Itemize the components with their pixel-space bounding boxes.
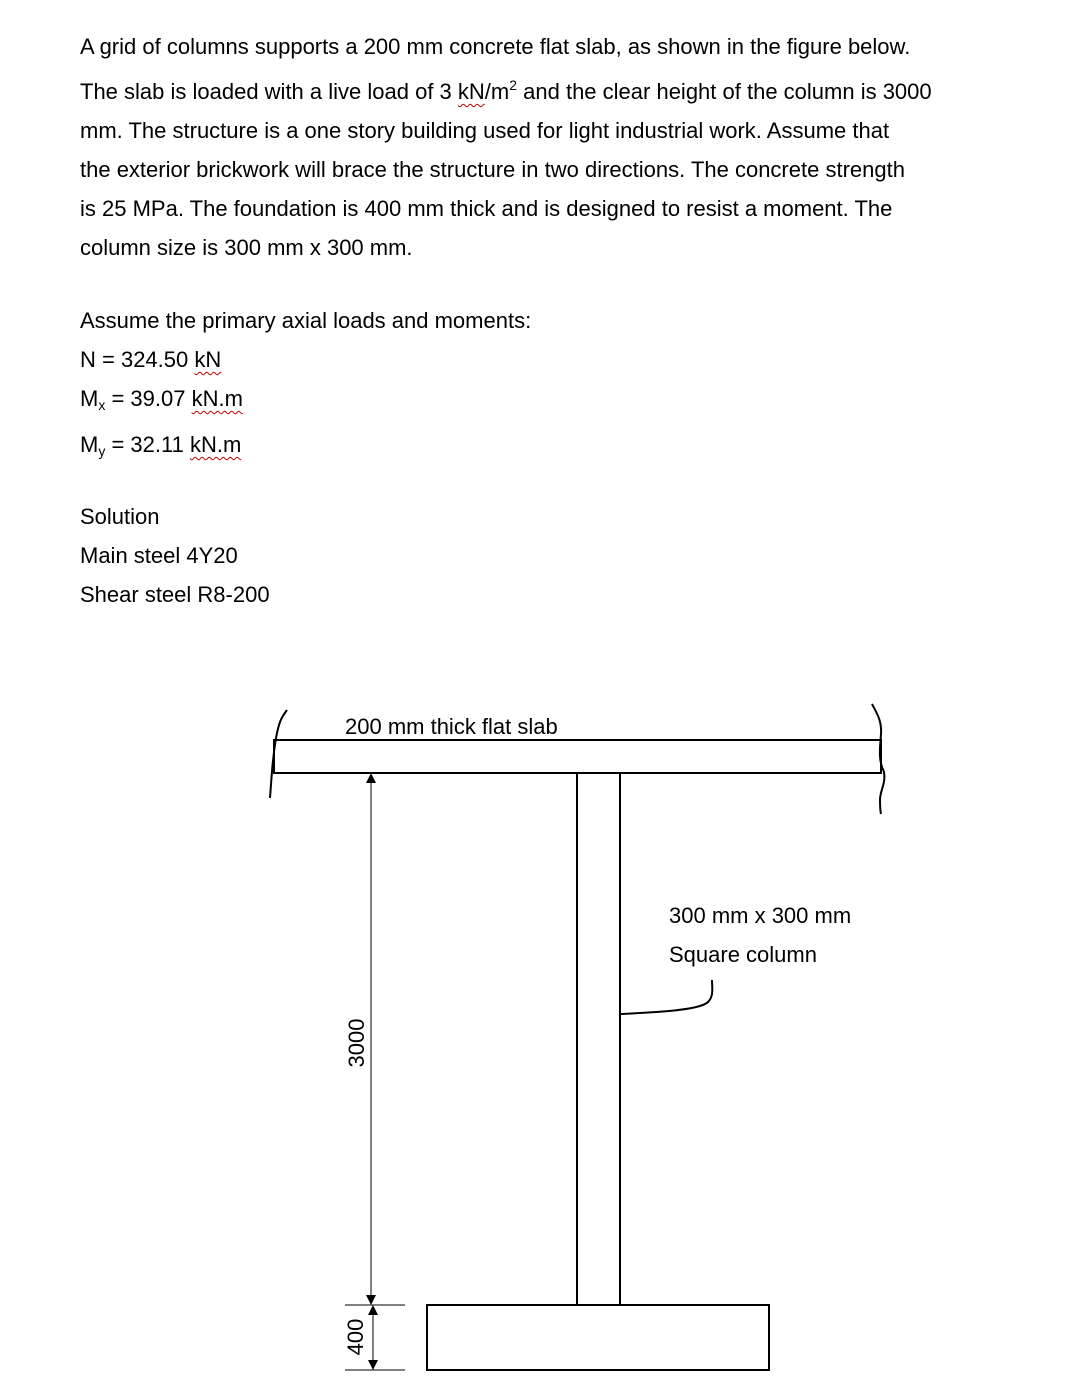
my-value: = 32.11 xyxy=(105,432,190,457)
problem-line-6: column size is 300 mm x 300 mm. xyxy=(80,235,413,260)
column-leader xyxy=(621,980,712,1014)
mx-value: = 39.07 xyxy=(105,386,192,411)
column-size-label: 300 mm x 300 mm xyxy=(669,903,852,928)
problem-line-3: mm. The structure is a one story building used for light industrial work. Assume that xyxy=(80,118,890,143)
load-unit-kn: kN xyxy=(457,79,485,104)
slab-label: 200 mm thick flat slab xyxy=(345,714,558,739)
load-unit-tail: /m xyxy=(484,79,510,104)
main-steel: Main steel 4Y20 xyxy=(80,543,238,568)
foundation xyxy=(427,1305,769,1370)
mx-symbol: M xyxy=(80,386,99,411)
height-dimension-label: 3000 xyxy=(344,1018,369,1068)
slab-break-left xyxy=(270,710,287,798)
my-symbol: M xyxy=(80,432,99,457)
loads-heading: Assume the primary axial loads and moments: xyxy=(80,308,532,333)
axial-load-label: N = 324.50 xyxy=(80,347,195,372)
problem-line-4: the exterior brickwork will brace the structure in two directions. The concrete strength xyxy=(80,157,905,182)
shear-steel: Shear steel R8-200 xyxy=(80,582,270,607)
problem-line-2-start: The slab is loaded with a live load of 3 xyxy=(80,79,458,104)
my-unit: kN.m xyxy=(189,432,242,457)
flat-slab xyxy=(274,740,881,773)
solution-heading: Solution xyxy=(80,504,160,529)
problem-line-1: A grid of columns supports a 200 mm concrete flat slab, as shown in the figure below. xyxy=(80,34,911,59)
load-unit-exponent: 2 xyxy=(509,77,518,93)
mx-unit: kN.m xyxy=(191,386,243,411)
problem-line-5: is 25 MPa. The foundation is 400 mm thick and is designed to resist a moment. The xyxy=(80,196,893,221)
mx-subscript: x xyxy=(98,397,106,413)
foundation-dimension-label: 400 xyxy=(343,1318,368,1356)
slab-break-right xyxy=(872,704,884,814)
problem-line-2-end: and the clear height of the column is 3000 xyxy=(517,79,932,104)
column-type-label: Square column xyxy=(669,942,817,967)
my-subscript: y xyxy=(98,443,106,459)
axial-load-unit: kN xyxy=(194,347,222,372)
